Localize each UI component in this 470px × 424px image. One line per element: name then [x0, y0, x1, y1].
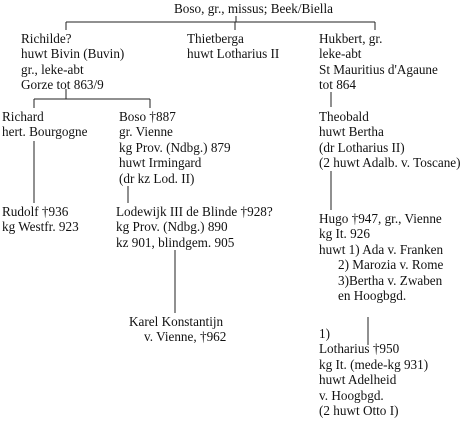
- node-line: kg Westfr. 923: [2, 219, 79, 235]
- node-line: hert. Bourgogne: [2, 124, 88, 140]
- node-line: Hukbert, gr.: [319, 31, 383, 46]
- node-line: huwt Bertha: [319, 124, 384, 140]
- node-line: (dr Lotharius II): [319, 139, 405, 155]
- node-hugo: [319, 211, 443, 303]
- node-line: en Hoogbgd.: [338, 288, 407, 304]
- node-line: (2 huwt Otto I): [319, 403, 399, 419]
- node-line: (2 huwt Adalb. v. Toscane): [319, 155, 461, 171]
- node-line: huwt Lotharius II: [187, 46, 280, 62]
- node-line: Theobald: [319, 109, 369, 124]
- node-line: gr. Vienne: [119, 124, 173, 140]
- node-hukbert: [319, 31, 438, 93]
- node-lotharius: [319, 326, 428, 418]
- node-lodewijk: [116, 204, 273, 250]
- node-line: kg It. (mede-kg 931): [319, 356, 429, 372]
- node-line: St Mauritius d'Agaune: [319, 61, 438, 77]
- node-line: huwt Irmingard: [119, 155, 202, 171]
- node-line: gr., leke-abt: [21, 61, 84, 77]
- node-line: v. Vienne, †962: [144, 329, 227, 345]
- node-line: Boso, gr., missus; Beek/Biella: [174, 1, 333, 16]
- node-line: Karel Konstantijn: [129, 314, 224, 329]
- node-line: Thietberga: [187, 31, 244, 46]
- node-line: Richard: [2, 109, 44, 124]
- node-line: 1): [319, 326, 330, 341]
- node-thietberga: [187, 31, 279, 62]
- node-line: Rudolf †936: [2, 204, 69, 219]
- node-line: kz 901, blindgem. 905: [116, 234, 235, 250]
- node-line: Lotharius †950: [319, 341, 400, 357]
- node-rudolf: [2, 204, 79, 235]
- node-theobald: [319, 109, 461, 171]
- node-line: huwt 1) Ada v. Franken: [319, 241, 444, 257]
- node-line: leke-abt: [319, 46, 362, 62]
- node-line: Hugo †947, gr., Vienne: [319, 211, 442, 226]
- node-boso-887: [119, 109, 231, 186]
- node-richilde: [21, 31, 124, 93]
- node-line: 3)Bertha v. Zwaben: [338, 272, 443, 288]
- node-boso-root: [174, 1, 333, 16]
- node-line: 2) Marozia v. Rome: [338, 257, 444, 273]
- node-line: v. Hoogbgd.: [319, 387, 384, 403]
- node-line: Lodewijk III de Blinde †928?: [116, 204, 273, 219]
- node-line: kg Prov. (Ndbg.) 879: [119, 139, 231, 155]
- node-line: huwt Adelheid: [319, 372, 397, 388]
- node-line: (dr kz Lod. II): [119, 170, 195, 186]
- node-line: Richilde?: [21, 31, 72, 46]
- node-line: tot 864: [319, 77, 356, 93]
- node-line: Boso †887: [119, 109, 176, 124]
- node-line: huwt Bivin (Buvin): [21, 46, 125, 62]
- node-karel: [129, 314, 226, 345]
- node-line: Gorze tot 863/9: [21, 77, 104, 93]
- node-line: kg Prov. (Ndbg.) 890: [116, 219, 228, 235]
- node-richard: [2, 109, 87, 140]
- node-line: kg It. 926: [319, 226, 370, 242]
